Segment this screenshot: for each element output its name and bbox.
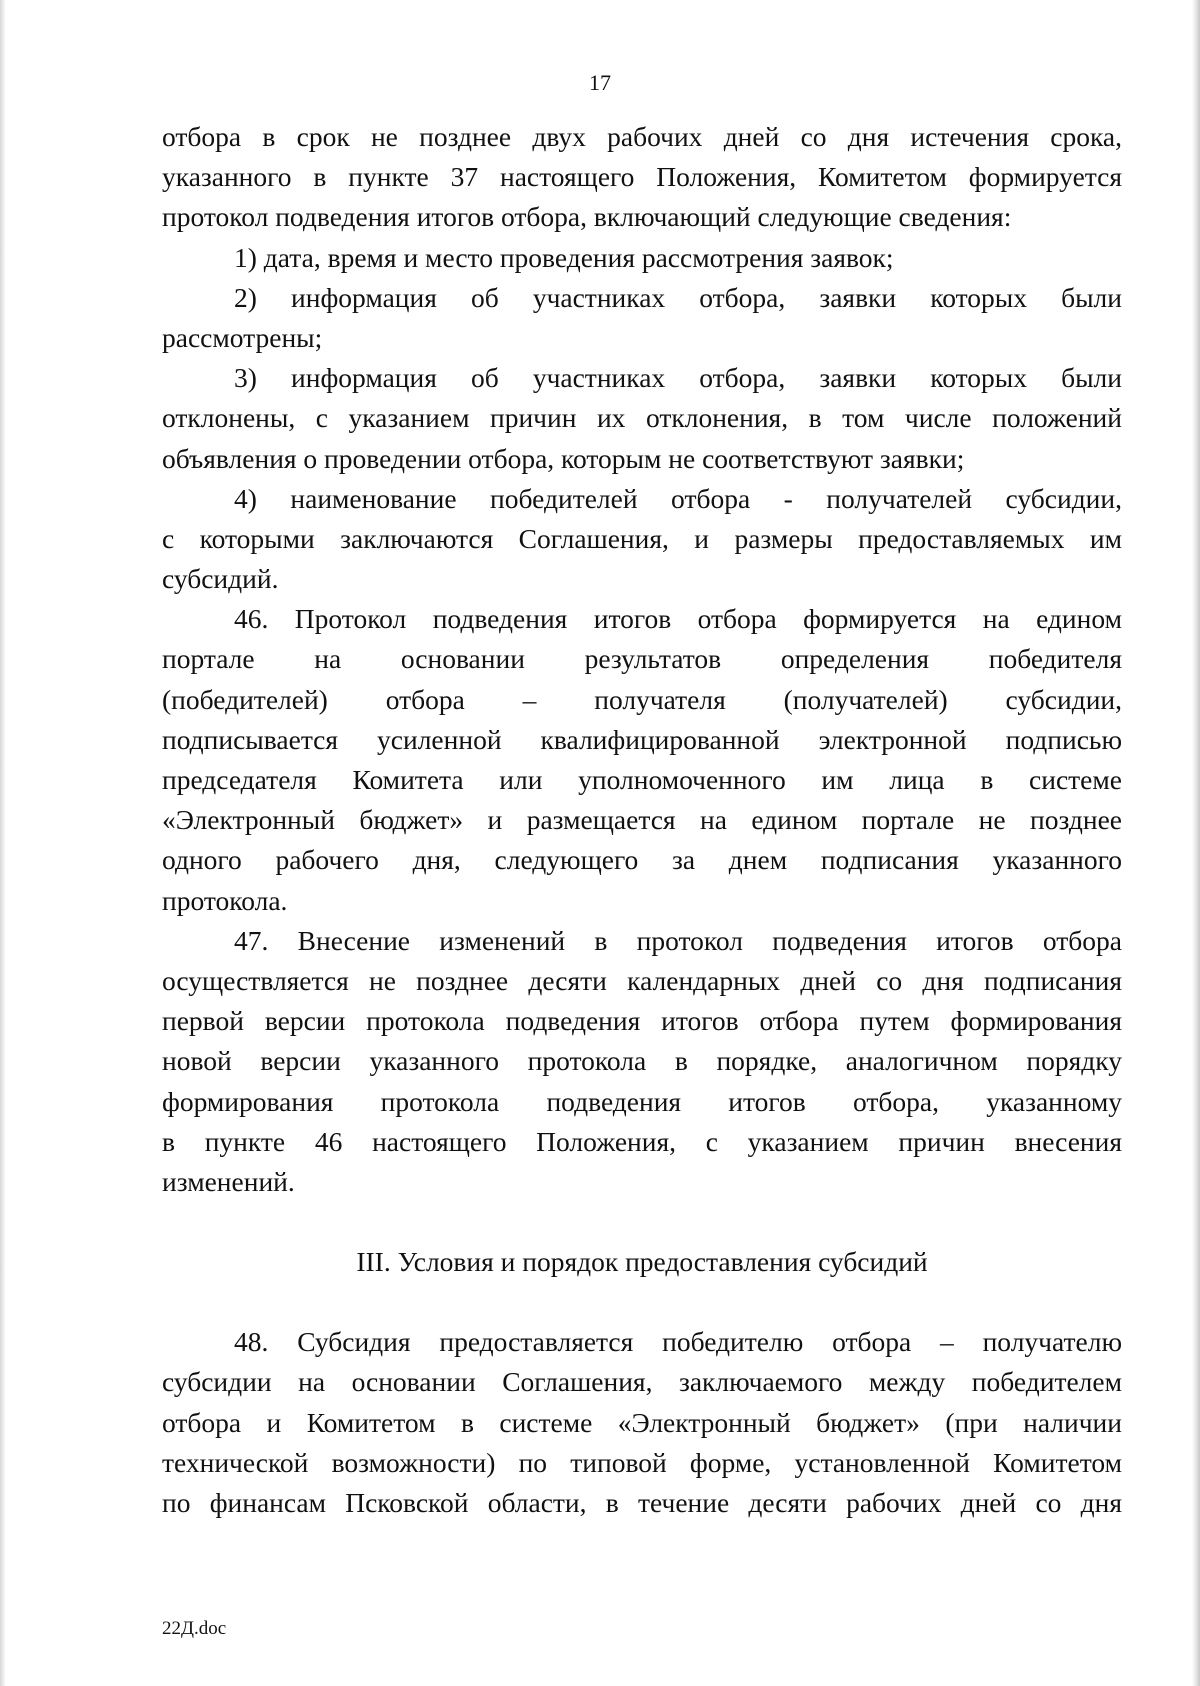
text-line: председателя Комитета или уполномоченного им лица в системе	[162, 764, 1122, 795]
text-line: субсидии на основании Соглашения, заключаемого между победителем	[162, 1366, 1122, 1398]
section-heading: III. Условия и порядок предоставления субсидий	[356, 1246, 928, 1278]
text-line: технической возможности) по типовой форме, установленной Комитетом	[162, 1446, 1122, 1478]
list-item-3: 3) информация об участниках отбора, заявки которых были	[234, 362, 1122, 394]
text-line: с которыми заключаются Соглашения, и размеры предоставляемых им	[162, 522, 1122, 554]
scan-edge-right	[1192, 0, 1200, 1686]
text-line: отклонены, с указанием причин их отклонения, в том числе положений	[162, 402, 1122, 434]
page-number: 17	[589, 70, 611, 95]
text-line: изменений.	[162, 1165, 295, 1197]
text-line: указанного в пункте 37 настоящего Положения, Комитетом формируется	[162, 161, 1122, 193]
text-line: субсидий.	[162, 563, 279, 595]
text-line: рассмотрены;	[162, 321, 323, 353]
text-line: отбора в срок не позднее двух рабочих дней со дня истечения срока,	[162, 121, 1122, 152]
text-line: подписывается усиленной квалифицированной электронной подписью	[162, 723, 1122, 755]
list-item-4: 4) наименование победителей отбора - получателей субсидии,	[234, 482, 1122, 514]
text-line: «Электронный бюджет» и размещается на едином портале не позднее	[162, 804, 1122, 836]
text-line: формирования протокола подведения итогов отбора, указанному	[162, 1085, 1122, 1117]
list-item-2: 2) информация об участниках отбора, заявки которых были	[234, 281, 1122, 313]
text-line: в пункте 46 настоящего Положения, с указанием причин внесения	[162, 1125, 1122, 1157]
text-line: одного рабочего дня, следующего за днем подписания указанного	[162, 844, 1122, 876]
text-line: новой версии указанного протокола в порядке, аналогичном порядку	[162, 1045, 1122, 1077]
document-body	[162, 117, 1122, 1523]
text-line: протокол подведения итогов отбора, включающий следующие сведения:	[162, 201, 1012, 233]
text-line: протокола.	[162, 884, 288, 916]
paragraph-46-start: 46. Протокол подведения итогов отбора формируется на едином	[234, 603, 1122, 635]
scan-edge-left	[0, 0, 6, 1686]
text-line: объявления о проведении отбора, которым не соответствуют заявки;	[162, 442, 965, 474]
list-item-1: 1) дата, время и место проведения рассмотрения заявок;	[234, 241, 894, 273]
footer-filename: 22Д.doc	[162, 1618, 227, 1639]
text-line: (победителей) отбора – получателя (получателей) субсидии,	[162, 683, 1122, 715]
text-line: первой версии протокола подведения итогов отбора путем формирования	[162, 1005, 1122, 1037]
text-line: осуществляется не позднее десяти календарных дней со дня подписания	[162, 964, 1122, 996]
text-line: по финансам Псковской области, в течение десяти рабочих дней со дня	[162, 1487, 1122, 1518]
paragraph-47-start: 47. Внесение изменений в протокол подведения итогов отбора	[234, 924, 1122, 956]
text-line: отбора и Комитетом в системе «Электронный бюджет» (при наличии	[162, 1406, 1122, 1438]
text-line: портале на основании результатов определения победителя	[162, 643, 1122, 675]
paragraph-48-start: 48. Субсидия предоставляется победителю отбора – получателю	[234, 1326, 1122, 1358]
